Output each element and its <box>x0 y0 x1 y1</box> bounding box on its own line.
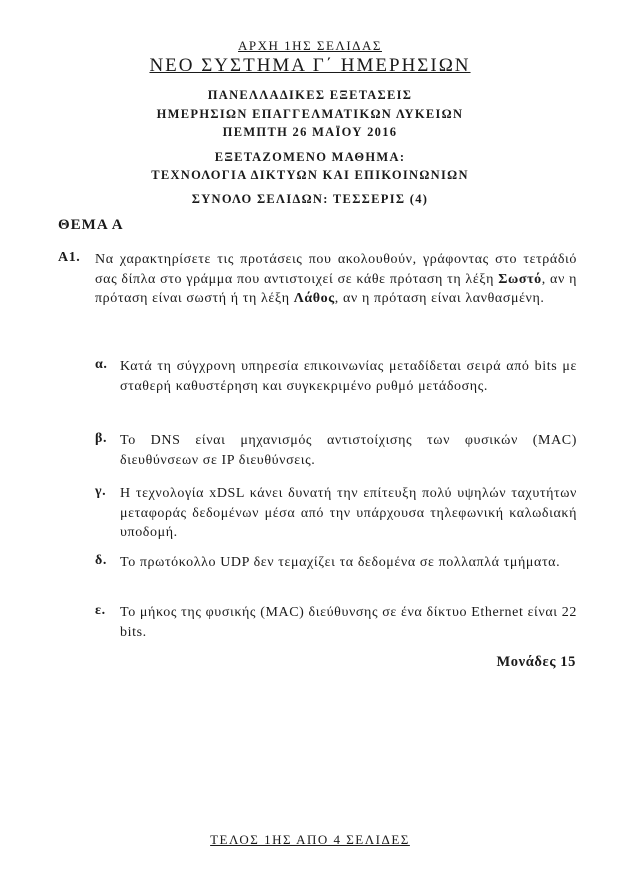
statement-marker: ε. <box>95 603 106 618</box>
statement-text: Η τεχνολογία xDSL κάνει δυνατή την επίτευξη πολύ υψηλών ταχυτήτων μεταφοράς δεδομένων μέσα από την υπάρχουσα τηλεφωνική καλωδιακή υποδομή. <box>120 486 577 540</box>
statement-marker: α. <box>95 357 108 372</box>
statement-marker: β. <box>95 431 108 446</box>
exam-school-line: ΗΜΕΡΗΣΙΩΝ ΕΠΑΓΓΕΛΜΑΤΙΚΩΝ ΛΥΚΕΙΩΝ <box>156 107 464 121</box>
statement-text: Το πρωτόκολλο UDP δεν τεμαχίζει τα δεδομένα σε πολλαπλά τμήματα. <box>120 555 561 570</box>
instructions-text-start: Να χαρακτηρίσετε τις προτάσεις που ακολουθούν, γράφοντας στο τετράδιό σας δίπλα στο γράμμα που αντιστοιχεί σε κάθε πρόταση τη λέξη <box>95 252 577 287</box>
statement-text: Το DNS είναι μηχανισμός αντιστοίχισης των φυσικών (MAC) διευθύνσεων σε IP διευθύνσεις. <box>120 433 577 468</box>
system-title: ΝΕΟ ΣΥΣΤΗΜΑ Γ΄ ΗΜΕΡΗΣΙΩΝ <box>149 55 471 76</box>
points-label: Μονάδες 15 <box>496 654 576 670</box>
question-instructions <box>95 250 577 309</box>
exam-date-line: ΠΕΜΠΤΗ 26 ΜΑΪΟΥ 2016 <box>222 125 398 139</box>
wrong-keyword: Λάθος <box>293 291 335 306</box>
question-marker: Α1. <box>58 250 81 265</box>
correct-keyword: Σωστό <box>498 271 542 287</box>
exam-subject-label: ΕΞΕΤΑΖΟΜΕΝΟ ΜΑΘΗΜΑ: <box>214 150 406 164</box>
exam-title-line: ΠΑΝΕΛΛΑΔΙΚΕΣ ΕΞΕΤΑΣΕΙΣ <box>207 88 413 102</box>
exam-subject-name: ΤΕΧΝΟΛΟΓΙΑ ΔΙΚΤΥΩΝ ΚΑΙ ΕΠΙΚΟΙΝΩΝΙΩΝ <box>151 168 469 182</box>
instructions-text-end: , αν η πρόταση είναι λανθασμένη. <box>334 291 545 306</box>
theme-title: ΘΕΜΑ Α <box>58 217 124 233</box>
instructions-text-middle: , αν η πρόταση είναι σωστή ή τη λέξη <box>95 271 577 306</box>
statement-text: Το μήκος της φυσικής (MAC) διεύθυνσης σε ένα δίκτυο Ethernet είναι 22 bits. <box>120 605 577 640</box>
statement-text: Κατά τη σύγχρονη υπηρεσία επικοινωνίας μεταδίδεται σειρά από bits με σταθερή καθυστέρηση και συγκεκριμένο ρυθμό μετάδοσης. <box>120 359 577 394</box>
statement-marker: δ. <box>95 553 107 568</box>
total-pages-line: ΣΥΝΟΛΟ ΣΕΛΙΔΩΝ: ΤΕΣΣΕΡΙΣ (4) <box>191 192 429 206</box>
statement-marker: γ. <box>95 484 107 499</box>
page-end-footer: ΤΕΛΟΣ 1ΗΣ ΑΠΟ 4 ΣΕΛΙΔΕΣ <box>210 832 410 847</box>
page-start-header: ΑΡΧΗ 1ΗΣ ΣΕΛΙΔΑΣ <box>238 38 382 53</box>
